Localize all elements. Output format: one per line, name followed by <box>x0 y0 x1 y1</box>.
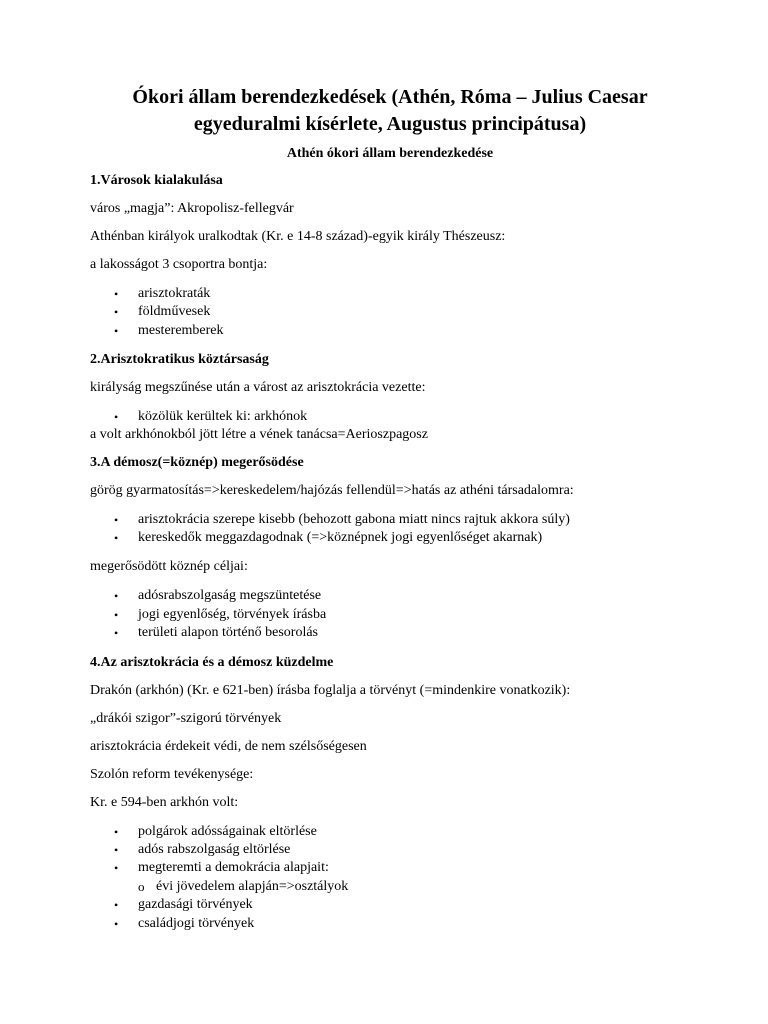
title-line-1: Ókori állam berendezkedések (Athén, Róma – Julius Caesar <box>132 86 648 108</box>
bullet-icon: • <box>114 843 119 858</box>
bullet-icon: • <box>114 824 119 839</box>
document-page <box>90 84 690 945</box>
section-3-heading: 3.A démosz(=köznép) megerősödése <box>90 454 304 470</box>
list-item: • családjogi törvények <box>90 915 690 933</box>
section-4-paragraph-5: Kr. e 594-ben arkhón volt: <box>90 794 239 810</box>
list-item: • adós rabszolgaság eltörlése <box>90 841 690 859</box>
bullet-icon: • <box>114 607 119 622</box>
section-4-heading: 4.Az arisztokrácia és a démosz küzdelme <box>90 654 334 670</box>
bullet-icon: • <box>114 410 119 425</box>
section-4-paragraph-2: „drákói szigor”-szigorú törvények <box>90 710 282 726</box>
section-2-paragraph-1: királyság megszűnése után a várost az arisztokrácia vezette: <box>90 380 426 396</box>
section-3-paragraph-1: görög gyarmatosítás=>kereskedelem/hajózás fellendül=>hatás az athéni társadalomra: <box>90 482 574 498</box>
section-2-heading: 2.Arisztokratikus köztársaság <box>90 352 269 368</box>
bullet-icon: • <box>114 898 119 913</box>
bullet-icon: • <box>114 861 119 876</box>
section-4-sub-list <box>90 878 690 896</box>
section-1-paragraph-2: Athénban királyok uralkodtak (Kr. e 14-8 század)-egyik király Thészeusz: <box>90 229 506 244</box>
section-2-paragraph-2: a volt arkhónokból jött létre a vének tanácsa=Aerioszpagosz <box>90 426 428 442</box>
circle-bullet-icon: o <box>138 878 145 894</box>
bullet-icon: • <box>114 589 119 604</box>
list-item: • arisztokraták <box>90 285 690 303</box>
list-item: • jogi egyenlőség, törvények írásba <box>90 606 690 624</box>
section-3-paragraph-2: megerősödött köznép céljai: <box>90 559 248 575</box>
bullet-icon: • <box>114 531 119 546</box>
section-4-paragraph-3: arisztokrácia érdekeit védi, de nem szélsőségesen <box>90 738 367 754</box>
list-item: • mesteremberek <box>90 322 690 340</box>
list-item: • földművesek <box>90 303 690 321</box>
bullet-icon: • <box>114 305 119 320</box>
document-subtitle: Athén ókori állam berendezkedése <box>286 146 494 161</box>
section-1-paragraph-1: város „magja”: Akropolisz-fellegvár <box>90 201 294 216</box>
bullet-icon: • <box>114 287 119 301</box>
section-2-bullet-list <box>90 408 690 426</box>
section-3-bullet-list-1 <box>90 511 690 548</box>
list-item: • gazdasági törvények <box>90 896 690 914</box>
list-item: • kereskedők meggazdagodnak (=>köznépnek jogi egyenlőséget akarnak) <box>90 529 690 547</box>
section-4-paragraph-4: Szolón reform tevékenysége: <box>90 766 254 782</box>
bullet-icon: • <box>114 323 119 338</box>
list-item: • megteremti a demokrácia alapjait: o évi jövedelem alapján=>osztályok <box>90 859 690 896</box>
list-item: • adósrabszolgaság megszüntetése <box>90 587 690 605</box>
bullet-icon: • <box>114 626 119 641</box>
document-title <box>90 84 690 138</box>
bullet-icon: • <box>114 512 119 527</box>
section-4-bullet-list <box>90 823 690 933</box>
section-1-paragraph-3: a lakosságot 3 csoportra bontja: <box>90 257 268 272</box>
sub-list-item: o évi jövedelem alapján=>osztályok <box>90 878 690 896</box>
section-4-paragraph-1: Drakón (arkhón) (Kr. e 621-ben) írásba foglalja a törvényt (=mindenkire vonatkozik): <box>90 682 571 698</box>
section-1-heading: 1.Városok kialakulása <box>90 173 223 188</box>
list-item: • polgárok adósságainak eltörlése <box>90 823 690 841</box>
list-item: • arisztokrácia szerepe kisebb (behozott gabona miatt nincs rajtuk akkora súly) <box>90 511 690 529</box>
list-item: • területi alapon történő besorolás <box>90 624 690 642</box>
section-1-bullet-list <box>90 285 690 340</box>
list-item: • közölük kerültek ki: arkhónok <box>90 408 690 426</box>
title-line-2: egyeduralmi kísérlete, Augustus principátusa) <box>193 113 587 135</box>
bullet-icon: • <box>114 916 119 931</box>
section-3-bullet-list-2 <box>90 587 690 642</box>
